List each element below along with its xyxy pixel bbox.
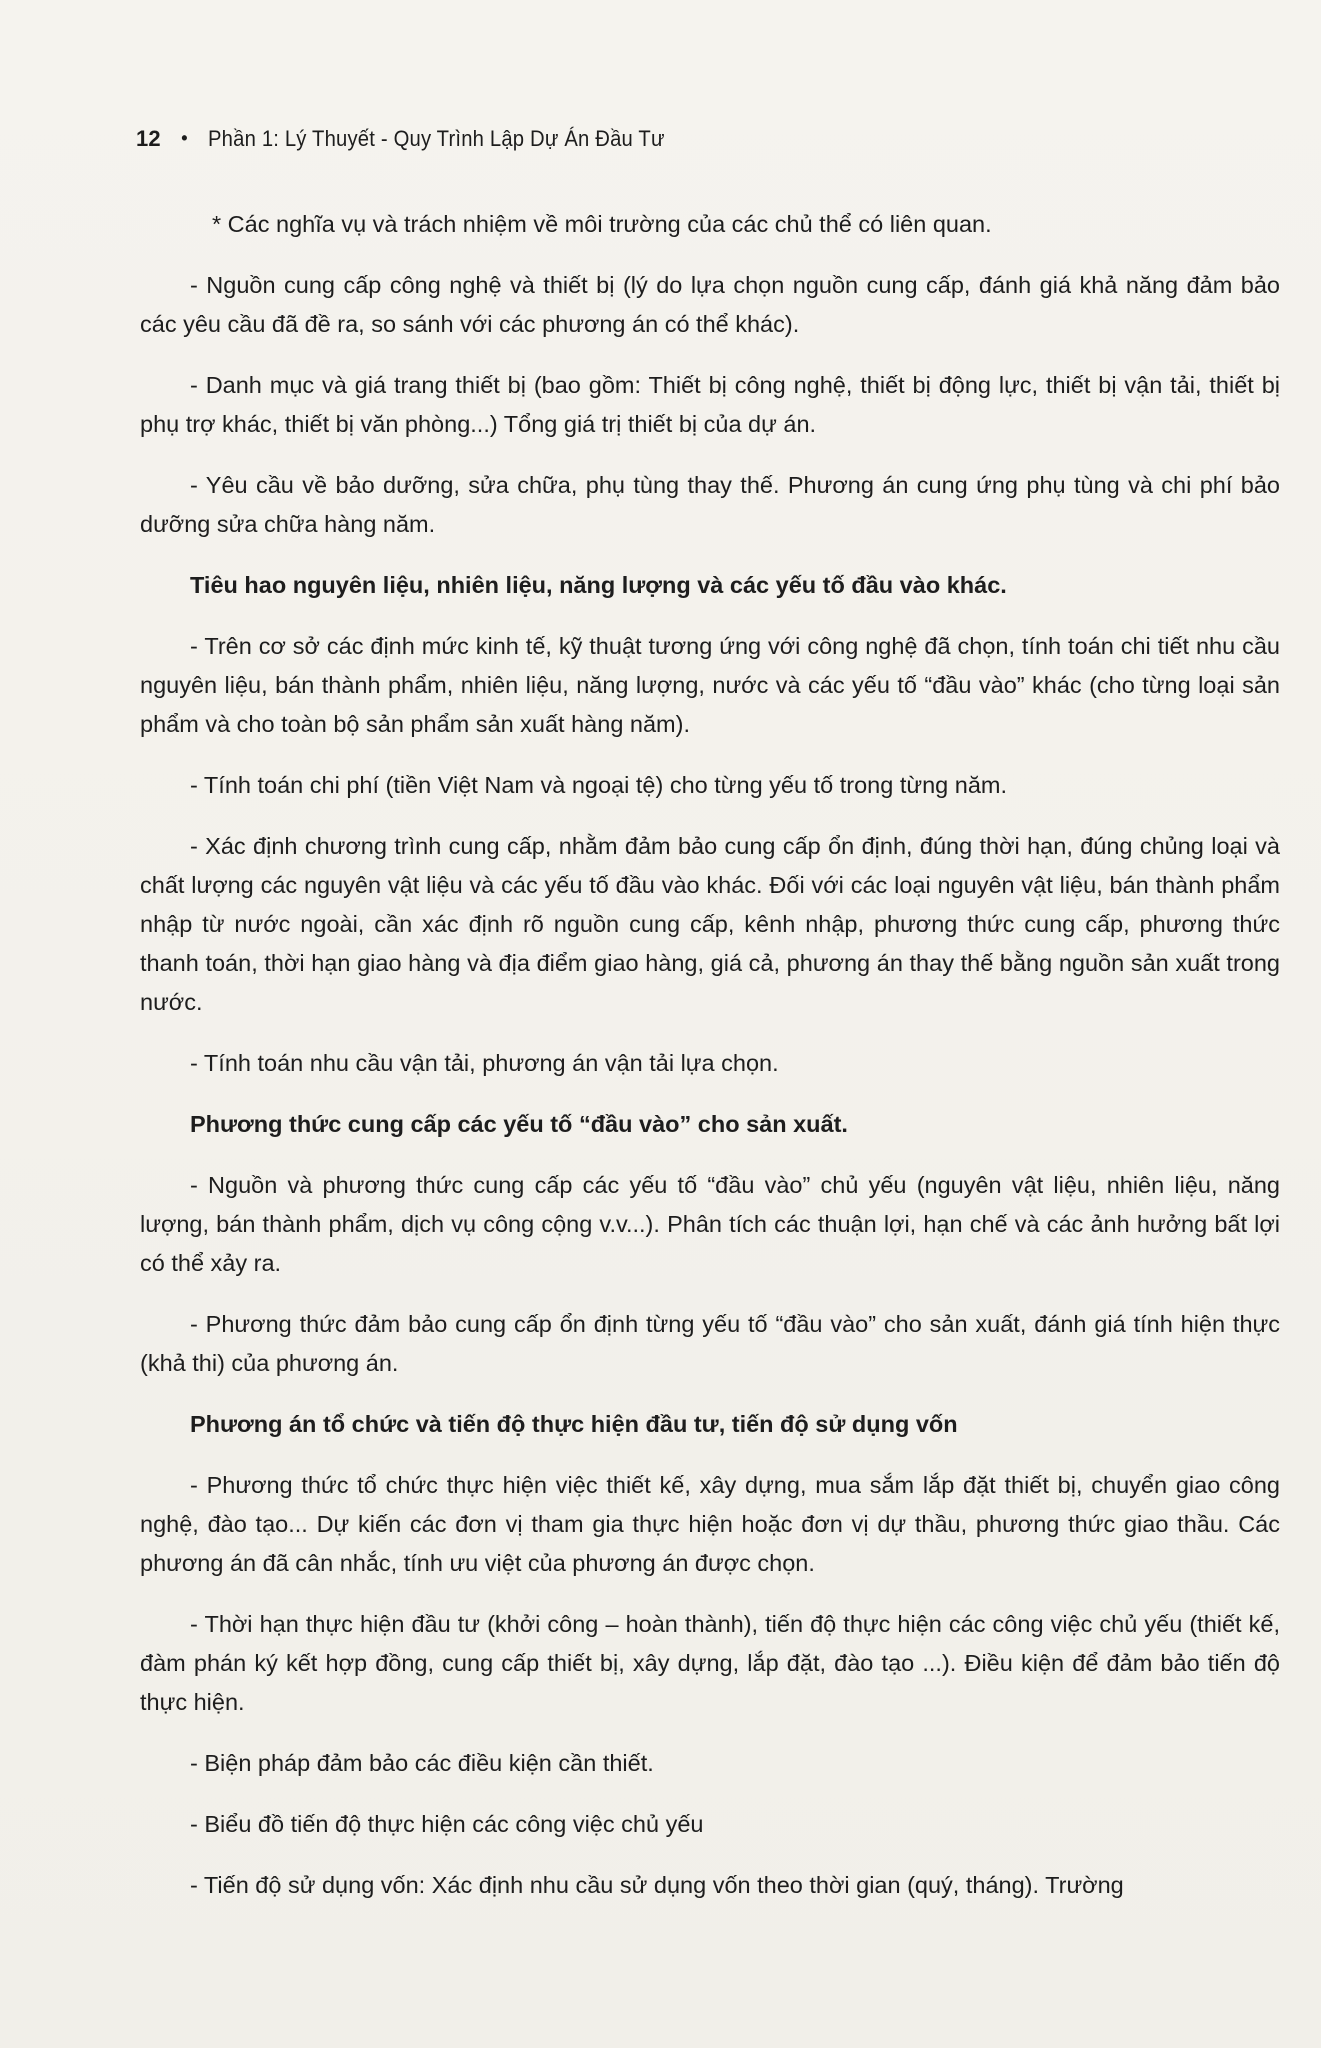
paragraph-implementation-method: - Phương thức tổ chức thực hiện việc thiết kế, xây dựng, mua sắm lắp đặt thiết bị, chuyển giao công nghệ, đào tạo... Dự kiến các đơn vị tham gia thực hiện hoặc đơn vị dự thầu, phương thức giao thầu. Các phương án đã cân nhắc, tính ưu việt của phương án được chọn. <box>140 1472 1280 1576</box>
header-separator: • <box>181 128 188 148</box>
paragraph-environment-obligations: * Các nghĩa vụ và trách nhiệm về môi trường của các chủ thể có liên quan. <box>212 211 992 237</box>
running-header <box>136 126 704 152</box>
paragraph-maintenance: - Yêu cầu về bảo dưỡng, sửa chữa, phụ tùng thay thế. Phương án cung ứng phụ tùng và chi phí bảo dưỡng sửa chữa hàng năm. <box>140 472 1280 537</box>
section-heading-supply-method: Phương thức cung cấp các yếu tố “đầu vào” cho sản xuất. <box>190 1111 848 1137</box>
paragraph-input-sources: - Nguồn và phương thức cung cấp các yếu tố “đầu vào” chủ yếu (nguyên vật liệu, nhiên liệu, năng lượng, bán thành phẩm, dịch vụ công cộng v.v...). Phân tích các thuận lợi, hạn chế và các ảnh hưởng bất lợi có thể xảy ra. <box>140 1172 1280 1276</box>
paragraph-cost-calculation: - Tính toán chi phí (tiền Việt Nam và ngoại tệ) cho từng yếu tố trong từng năm. <box>190 772 1007 798</box>
paragraph-supply-program: - Xác định chương trình cung cấp, nhằm đảm bảo cung cấp ổn định, đúng thời hạn, đúng chủng loại và chất lượng các nguyên vật liệu và các yếu tố đầu vào khác. Đối với các loại nguyên vật liệu, bán thành phẩm nhập từ nước ngoài, cần xác định rõ nguồn cung cấp, kênh nhập, phương thức cung cấp, phương thức thanh toán, thời hạn giao hàng và địa điểm giao hàng, giá cả, phương án thay thế bằng nguồn sản xuất trong nước. <box>140 833 1280 1015</box>
chapter-title: Phần 1: Lý Thuyết - Quy Trình Lập Dự Án Đầu Tư <box>208 126 665 151</box>
paragraph-material-needs: - Trên cơ sở các định mức kinh tế, kỹ thuật tương ứng với công nghệ đã chọn, tính toán chi tiết nhu cầu nguyên liệu, bán thành phẩm, nhiên liệu, năng lượng, nước và các yếu tố “đầu vào” khác (cho từng loại sản phẩm và cho toàn bộ sản phẩm sản xuất hàng năm). <box>140 633 1280 737</box>
section-heading-organization: Phương án tổ chức và tiến độ thực hiện đầu tư, tiến độ sử dụng vốn <box>190 1411 958 1437</box>
paragraph-technology-source: - Nguồn cung cấp công nghệ và thiết bị (lý do lựa chọn nguồn cung cấp, đánh giá khả năng đảm bảo các yêu cầu đã đề ra, so sánh với các phương án có thể khác). <box>140 272 1280 337</box>
page-number: 12 <box>136 126 161 151</box>
page-body <box>140 205 1280 1927</box>
section-heading-consumption: Tiêu hao nguyên liệu, nhiên liệu, năng lượng và các yếu tố đầu vào khác. <box>190 572 1007 598</box>
paragraph-capital-schedule: - Tiến độ sử dụng vốn: Xác định nhu cầu sử dụng vốn theo thời gian (quý, tháng). Trường <box>190 1872 1124 1898</box>
paragraph-stable-supply: - Phương thức đảm bảo cung cấp ổn định từng yếu tố “đầu vào” cho sản xuất, đánh giá tính hiện thực (khả thi) của phương án. <box>140 1311 1280 1376</box>
paragraph-measures: - Biện pháp đảm bảo các điều kiện cần thiết. <box>190 1750 654 1776</box>
paragraph-progress-chart: - Biểu đồ tiến độ thực hiện các công việc chủ yếu <box>190 1811 704 1837</box>
paragraph-investment-timeline: - Thời hạn thực hiện đầu tư (khởi công – hoàn thành), tiến độ thực hiện các công việc chủ yếu (thiết kế, đàm phán ký kết hợp đồng, cung cấp thiết bị, xây dựng, lắp đặt, đào tạo ...). Điều kiện để đảm bảo tiến độ thực hiện. <box>140 1611 1280 1715</box>
paragraph-equipment-list: - Danh mục và giá trang thiết bị (bao gồm: Thiết bị công nghệ, thiết bị động lực, thiết bị vận tải, thiết bị phụ trợ khác, thiết bị văn phòng...) Tổng giá trị thiết bị của dự án. <box>140 372 1280 437</box>
paragraph-transport-needs: - Tính toán nhu cầu vận tải, phương án vận tải lựa chọn. <box>190 1050 779 1076</box>
